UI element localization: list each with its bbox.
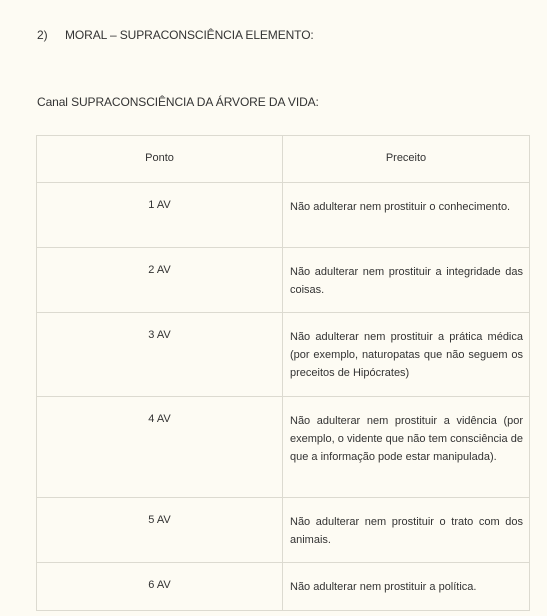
point-cell: 3 AV [37,313,283,397]
precepts-table [36,135,530,611]
channel-title: Canal SUPRACONSCIÊNCIA DA ÁRVORE DA VIDA: [37,95,319,109]
table-row [37,313,530,397]
column-header-point: Ponto [37,136,283,183]
table-row [37,397,530,498]
column-header-precept: Preceito [283,136,530,183]
table-row [37,183,530,248]
section-heading [37,28,314,42]
precept-cell: Não adulterar nem prostituir a vidência (por exemplo, o vidente que não tem consciência de que a informação pode estar manipulada). [283,397,530,498]
point-cell: 4 AV [37,397,283,498]
precept-cell: Não adulterar nem prostituir a política. [283,563,530,611]
section-number: 2) [37,28,48,42]
precept-cell: Não adulterar nem prostituir a integridade das coisas. [283,248,530,313]
point-cell: 1 AV [37,183,283,248]
table-row [37,498,530,563]
point-cell: 2 AV [37,248,283,313]
precept-cell: Não adulterar nem prostituir a prática médica (por exemplo, naturopatas que não seguem os preceitos de Hipócrates) [283,313,530,397]
precept-cell: Não adulterar nem prostituir o trato com dos animais. [283,498,530,563]
point-cell: 6 AV [37,563,283,611]
table-header-row [37,136,530,183]
precept-cell: Não adulterar nem prostituir o conhecimento. [283,183,530,248]
section-title: MORAL – SUPRACONSCIÊNCIA ELEMENTO: [65,28,314,42]
point-cell: 5 AV [37,498,283,563]
table-row [37,563,530,611]
table-row [37,248,530,313]
